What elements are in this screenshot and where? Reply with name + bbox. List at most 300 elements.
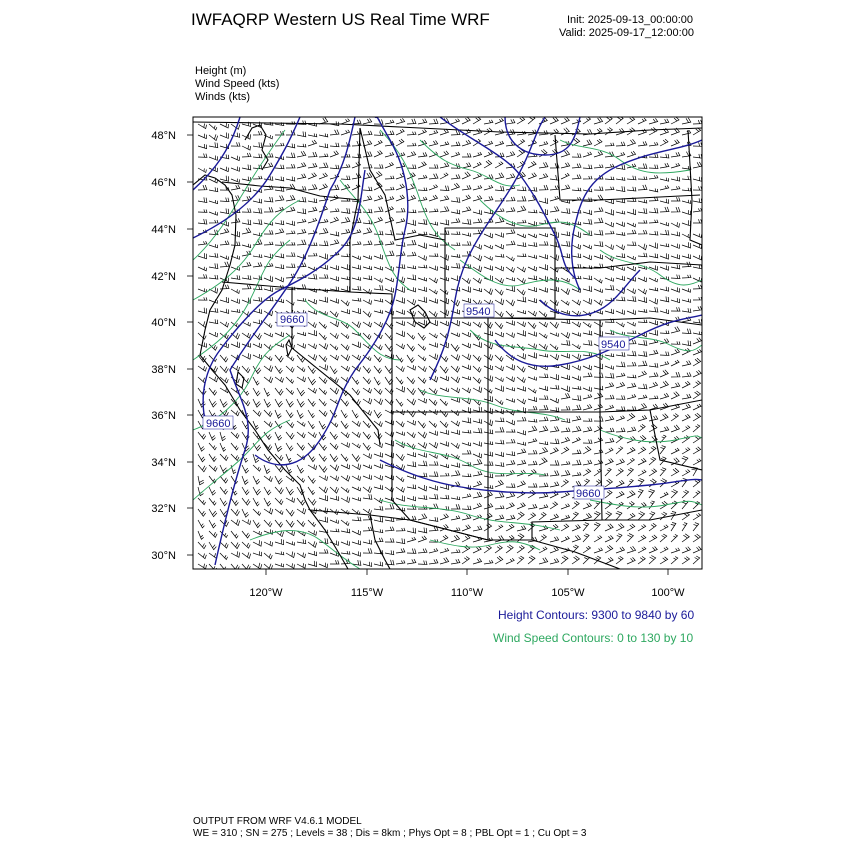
wind-barb xyxy=(451,344,459,351)
wind-barb xyxy=(297,443,305,450)
wind-barb xyxy=(495,244,504,249)
wind-barb xyxy=(550,117,558,124)
wind-barb xyxy=(330,217,339,223)
wind-barb xyxy=(528,161,536,168)
wind-barb xyxy=(352,454,360,461)
wind-barb xyxy=(660,139,668,146)
wind-barb xyxy=(407,420,416,425)
wind-barb xyxy=(506,398,515,402)
wind-barb xyxy=(594,363,603,369)
wind-barb xyxy=(517,220,526,223)
wind-barb xyxy=(286,366,294,372)
border-ca-nv xyxy=(292,288,380,445)
wind-barb xyxy=(352,551,361,556)
wind-barb xyxy=(594,300,603,305)
wind-barb xyxy=(649,556,656,565)
wind-barb xyxy=(308,140,317,146)
wind-barb xyxy=(572,395,581,400)
wind-barb xyxy=(253,551,262,556)
wind-barb xyxy=(693,255,702,260)
wind-barb xyxy=(352,530,361,535)
wind-barb xyxy=(286,153,295,158)
wind-barb xyxy=(407,265,416,268)
wind-barb xyxy=(660,446,666,454)
wind-barb xyxy=(286,177,295,182)
wind-barb xyxy=(407,143,416,146)
speed-contour xyxy=(193,200,300,300)
wind-barb xyxy=(319,410,327,416)
wind-barb xyxy=(253,487,261,495)
wind-barb xyxy=(473,481,482,487)
wind-barb xyxy=(671,534,678,542)
wind-barb xyxy=(418,243,427,249)
wind-barb xyxy=(418,265,427,268)
wind-barb xyxy=(396,476,404,482)
wind-barb xyxy=(396,344,405,349)
wind-barb xyxy=(583,534,589,542)
wind-barb xyxy=(660,557,668,564)
lat-label: 36°N xyxy=(151,410,176,422)
wind-barb xyxy=(495,355,503,361)
wind-speed-contour-note: Wind Speed Contours: 0 to 130 by 10 xyxy=(493,631,694,645)
wind-barb xyxy=(528,397,537,402)
wind-barb xyxy=(594,331,603,337)
wind-barb xyxy=(495,515,504,520)
wind-barb xyxy=(495,162,503,168)
wind-barb xyxy=(671,392,679,399)
wind-barb xyxy=(286,454,292,462)
wind-barb xyxy=(363,196,372,201)
wind-barb xyxy=(572,426,581,432)
wind-barb xyxy=(297,498,305,505)
wind-barb xyxy=(308,152,317,157)
wind-barb xyxy=(264,254,273,259)
wind-barb xyxy=(286,563,295,568)
wind-barb xyxy=(539,547,547,553)
wind-barb xyxy=(693,319,702,323)
wind-barb xyxy=(572,153,581,157)
wind-barb xyxy=(231,299,240,304)
wind-barb xyxy=(352,308,361,314)
wind-barb xyxy=(649,416,658,421)
wind-barb xyxy=(682,254,691,259)
wind-barb xyxy=(572,365,581,370)
wind-barb xyxy=(275,366,283,373)
wind-barb xyxy=(539,149,547,157)
wind-barb xyxy=(440,298,449,304)
wind-barb xyxy=(297,366,305,372)
wind-barb xyxy=(308,344,317,349)
wind-barb xyxy=(583,546,591,553)
wind-barb xyxy=(649,446,656,454)
wind-barb xyxy=(528,490,536,498)
wind-barb xyxy=(330,232,339,237)
wind-barb xyxy=(638,289,647,294)
wind-barb xyxy=(671,163,680,168)
wind-barb xyxy=(583,255,592,260)
wind-barb xyxy=(484,256,492,260)
wind-barb xyxy=(660,265,669,270)
wind-barb xyxy=(473,162,481,168)
wind-barb xyxy=(517,117,525,124)
wind-barb xyxy=(308,432,316,438)
wind-barb xyxy=(671,264,680,269)
wind-barb xyxy=(330,355,339,360)
wind-barb xyxy=(572,244,581,249)
wind-barb xyxy=(319,495,328,501)
wind-barb xyxy=(550,186,559,191)
wind-barb xyxy=(374,254,383,259)
wind-barb xyxy=(363,255,372,259)
wind-barb xyxy=(363,299,372,304)
wind-barb xyxy=(660,534,667,542)
wind-barb xyxy=(451,463,460,468)
wind-barb xyxy=(572,535,581,542)
wind-barb xyxy=(550,287,559,292)
wind-barb xyxy=(671,448,679,454)
wind-barb xyxy=(286,443,293,451)
wind-barb xyxy=(594,404,603,410)
wind-barb xyxy=(594,207,603,212)
wind-barb xyxy=(396,195,405,201)
wind-barb xyxy=(693,331,702,334)
wind-barb xyxy=(616,395,625,399)
wind-barb xyxy=(429,442,438,448)
wind-barb xyxy=(616,373,625,377)
wind-barb xyxy=(231,123,240,129)
wind-barb xyxy=(649,287,658,291)
wind-barb xyxy=(660,243,669,246)
wind-barb xyxy=(198,509,206,516)
wind-barb xyxy=(374,355,382,362)
wind-barb xyxy=(495,366,504,371)
wind-barb xyxy=(242,177,251,181)
wind-barb xyxy=(616,556,623,564)
wind-barb xyxy=(517,289,525,295)
wind-barb xyxy=(198,564,207,569)
wind-barb xyxy=(528,311,537,316)
wind-barb xyxy=(407,388,416,395)
wind-barb xyxy=(462,388,471,393)
wind-barb xyxy=(451,410,459,416)
wind-barb xyxy=(451,197,460,202)
wind-barb xyxy=(627,223,636,227)
wind-barb xyxy=(220,322,229,327)
wind-barb xyxy=(660,352,669,356)
wind-barb xyxy=(341,399,349,406)
wind-barb xyxy=(209,134,218,140)
wind-barb xyxy=(550,524,558,531)
wind-barb xyxy=(517,449,526,454)
wind-barb xyxy=(572,376,581,381)
wind-barb xyxy=(198,274,207,278)
wind-barb xyxy=(594,264,603,268)
wind-barb xyxy=(627,296,636,301)
wind-barb xyxy=(253,531,261,535)
wind-barb xyxy=(253,563,262,569)
wind-barb xyxy=(682,394,691,399)
wind-barb xyxy=(605,428,614,432)
wind-barb xyxy=(550,558,559,564)
wind-barb xyxy=(539,458,547,465)
wind-barb xyxy=(616,491,624,498)
wind-barb xyxy=(638,384,647,389)
wind-barb xyxy=(671,197,680,201)
wind-barb xyxy=(638,395,647,399)
wind-barb xyxy=(517,322,526,327)
wind-barb xyxy=(517,470,526,476)
wind-barb xyxy=(319,399,326,406)
wind-barb xyxy=(286,476,294,482)
wind-barb xyxy=(594,254,603,259)
wind-barb xyxy=(297,410,304,418)
wind-barb xyxy=(517,417,526,421)
wind-barb xyxy=(198,209,207,212)
wind-barb xyxy=(231,156,240,161)
wind-barb xyxy=(275,551,284,554)
wind-barb xyxy=(297,208,306,213)
wind-barb xyxy=(286,541,295,545)
wind-barb xyxy=(429,454,437,458)
wind-barb xyxy=(583,275,592,279)
wind-barb xyxy=(363,562,372,567)
wind-barb xyxy=(363,311,371,317)
wind-barb xyxy=(440,206,449,212)
wind-barb xyxy=(693,219,702,223)
wind-barb xyxy=(363,475,372,480)
wind-barb xyxy=(627,117,635,124)
wind-barb xyxy=(297,421,305,426)
wind-barb xyxy=(528,255,537,259)
wind-barb xyxy=(638,185,647,190)
wind-barb xyxy=(550,426,559,432)
wind-barb xyxy=(638,141,647,146)
wind-barb xyxy=(319,274,328,278)
wind-barb xyxy=(605,209,614,215)
wind-barb xyxy=(682,220,691,226)
wind-barb xyxy=(264,399,271,407)
field-wind-speed-label: Wind Speed (kts) xyxy=(195,78,280,90)
wind-barb xyxy=(583,117,591,124)
wind-barb xyxy=(374,207,383,212)
wind-barb xyxy=(561,241,570,246)
wind-barb xyxy=(407,410,415,417)
wind-barb xyxy=(330,344,338,350)
wind-barb xyxy=(594,511,600,520)
wind-barb xyxy=(638,118,646,124)
wind-barb xyxy=(374,377,380,385)
wind-barb xyxy=(407,240,416,245)
wind-barb xyxy=(198,124,207,129)
wind-barb xyxy=(506,267,515,272)
lat-label: 44°N xyxy=(151,224,176,236)
wind-barb xyxy=(605,512,612,521)
wind-barb xyxy=(638,208,647,213)
wind-barb xyxy=(374,322,383,327)
wind-barb xyxy=(363,388,372,393)
wind-barb xyxy=(429,311,437,317)
wind-barb xyxy=(671,254,680,259)
wind-barb xyxy=(572,344,580,349)
wind-barb xyxy=(539,311,547,317)
wind-barb xyxy=(583,460,592,465)
wind-barb xyxy=(374,278,382,282)
wind-barb xyxy=(374,452,383,457)
wind-barb xyxy=(451,549,460,553)
wind-barb xyxy=(495,266,504,271)
wind-barb xyxy=(275,487,283,494)
contour-label: 9540 xyxy=(601,339,626,351)
wind-barb xyxy=(396,538,405,543)
wind-barb xyxy=(682,448,690,455)
wind-barb xyxy=(374,443,383,448)
wind-barb xyxy=(682,308,691,312)
wind-barb xyxy=(550,471,559,477)
wind-barb xyxy=(297,377,306,382)
wind-barb xyxy=(517,526,526,532)
wind-barb xyxy=(583,219,592,224)
wind-barb xyxy=(308,218,317,223)
wind-barb xyxy=(451,276,460,282)
wind-barb xyxy=(220,262,229,267)
wind-barb xyxy=(473,526,482,531)
wind-barb xyxy=(198,168,206,173)
wind-barb xyxy=(473,428,482,433)
wind-barb xyxy=(429,130,438,135)
wind-barb xyxy=(583,298,592,304)
contour-label: 9660 xyxy=(206,418,231,430)
wind-barb xyxy=(429,343,438,348)
wind-barb xyxy=(572,332,581,336)
wind-barb xyxy=(495,377,503,382)
wind-barb xyxy=(682,381,690,388)
wind-barb xyxy=(484,560,493,564)
wind-barb xyxy=(682,188,691,191)
wind-barb xyxy=(341,333,349,339)
wind-barb xyxy=(616,523,624,531)
wind-barb xyxy=(363,494,372,499)
wind-barb xyxy=(220,399,227,407)
wind-barb xyxy=(286,399,294,407)
wind-barb xyxy=(363,527,372,531)
wind-barb xyxy=(550,344,558,350)
wind-barb xyxy=(418,208,427,212)
wind-barb xyxy=(693,513,701,520)
wind-barb xyxy=(308,410,315,418)
wind-barb xyxy=(451,470,460,476)
wind-barb xyxy=(330,443,338,449)
wind-barb xyxy=(352,388,360,395)
wind-barb xyxy=(264,487,271,495)
wind-barb xyxy=(583,245,592,249)
wind-barb xyxy=(682,547,690,553)
wind-barb xyxy=(660,119,669,124)
wind-barb xyxy=(451,333,460,337)
wind-barb xyxy=(396,560,405,564)
wind-barb xyxy=(352,517,361,521)
wind-barb xyxy=(253,199,262,204)
lon-label: 120°W xyxy=(249,587,283,599)
wind-barb xyxy=(682,234,690,238)
wind-barb xyxy=(220,498,227,506)
wind-barb xyxy=(649,396,658,399)
wind-barb xyxy=(528,406,537,410)
wind-barb xyxy=(330,151,338,157)
wind-barb xyxy=(572,322,581,327)
wind-barb xyxy=(429,333,437,338)
wind-barb xyxy=(583,446,591,454)
wind-barb xyxy=(275,539,284,545)
wind-barb xyxy=(440,186,449,191)
wind-barb xyxy=(605,177,614,180)
wind-barb xyxy=(594,548,603,553)
wind-barb xyxy=(363,540,372,545)
lake-tahoe xyxy=(286,340,292,356)
wind-barb xyxy=(660,154,669,158)
wind-barb xyxy=(627,139,636,146)
wind-barb xyxy=(341,520,349,526)
wind-barb xyxy=(198,542,206,549)
wind-barb xyxy=(396,129,404,135)
wind-barb xyxy=(462,117,470,124)
model-config-line: WE = 310 ; SN = 275 ; Levels = 38 ; Dis = 8km ; Phys Opt = 8 ; PBL Opt = 1 ; Cu Opt = 3 xyxy=(193,828,587,839)
wind-barb xyxy=(198,134,207,139)
wind-barb xyxy=(616,245,625,250)
wind-barb xyxy=(649,175,658,179)
wind-barb xyxy=(209,275,218,279)
wind-barb xyxy=(385,251,394,256)
wind-barb xyxy=(418,355,426,361)
wind-barb xyxy=(682,523,687,531)
wind-barb xyxy=(396,321,405,326)
wind-barb xyxy=(440,277,449,281)
wind-barb xyxy=(495,173,504,179)
wind-barb xyxy=(440,399,448,406)
wind-barb xyxy=(649,208,658,213)
wind-barb xyxy=(363,131,372,135)
wind-barb xyxy=(209,487,216,495)
wind-barb xyxy=(583,353,592,356)
wind-barb xyxy=(473,441,482,446)
wind-barb xyxy=(429,209,438,212)
wind-barb xyxy=(253,540,262,546)
wind-barb xyxy=(539,233,548,237)
wind-barb xyxy=(649,523,656,531)
wind-barb xyxy=(495,409,504,414)
wind-barb xyxy=(638,340,647,345)
wind-barb xyxy=(253,388,260,396)
wind-barb xyxy=(506,256,514,261)
wind-barb xyxy=(682,340,691,345)
wind-barb xyxy=(396,528,405,531)
wind-barb xyxy=(297,144,306,147)
wind-barb xyxy=(506,241,515,245)
wind-barb xyxy=(418,549,427,554)
wind-barb xyxy=(407,230,416,234)
wind-barb xyxy=(660,427,669,433)
wind-barb xyxy=(506,377,515,382)
wind-barb xyxy=(330,130,339,135)
wind-barb xyxy=(374,464,383,469)
wind-barb xyxy=(638,230,647,234)
wind-barb xyxy=(308,399,316,406)
wind-barb xyxy=(396,495,405,501)
wind-barb xyxy=(396,432,405,436)
wind-barb xyxy=(319,563,328,568)
wind-barb xyxy=(682,242,691,248)
wind-barb xyxy=(242,333,251,338)
wind-barb xyxy=(418,287,427,292)
